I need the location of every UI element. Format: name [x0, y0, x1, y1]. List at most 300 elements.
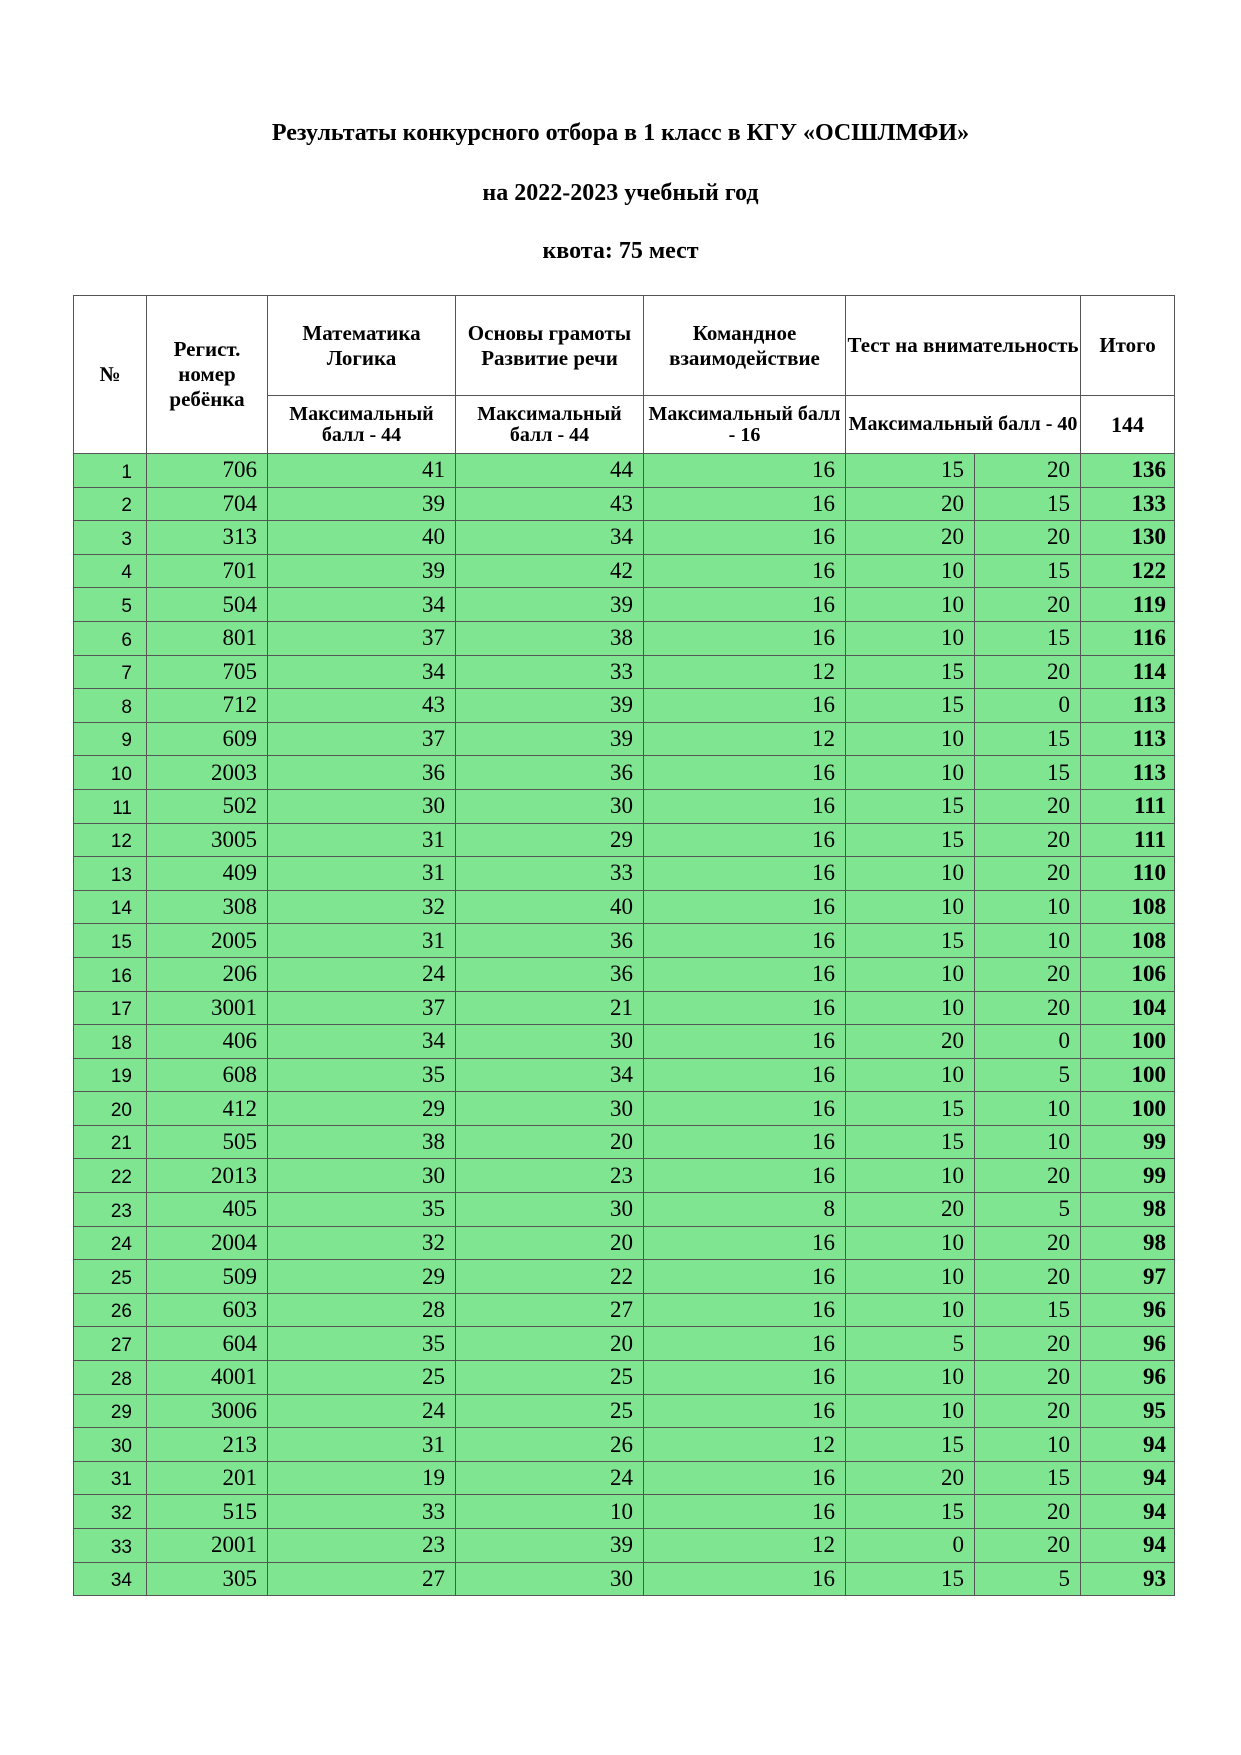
reg-number: 704	[147, 487, 268, 521]
reg-number: 2013	[147, 1159, 268, 1193]
math-score: 35	[268, 1058, 456, 1092]
teamwork-score: 16	[644, 1293, 846, 1327]
attention-score-1: 10	[846, 722, 975, 756]
row-number: 8	[74, 689, 147, 723]
reg-number: 701	[147, 554, 268, 588]
attention-score-1: 15	[846, 924, 975, 958]
reg-number: 2005	[147, 924, 268, 958]
row-number: 21	[74, 1125, 147, 1159]
literacy-score: 36	[456, 756, 644, 790]
attention-score-2: 10	[975, 890, 1081, 924]
table-row	[74, 588, 1175, 622]
attention-score-2: 20	[975, 1327, 1081, 1361]
math-score: 37	[268, 621, 456, 655]
teamwork-score: 16	[644, 1327, 846, 1361]
reg-number: 213	[147, 1428, 268, 1462]
attention-score-2: 20	[975, 1394, 1081, 1428]
total-score: 100	[1081, 1025, 1175, 1059]
table-row	[74, 1226, 1175, 1260]
row-number: 24	[74, 1226, 147, 1260]
table-row	[74, 1529, 1175, 1563]
literacy-score: 36	[456, 957, 644, 991]
math-score: 34	[268, 655, 456, 689]
total-score: 100	[1081, 1092, 1175, 1126]
reg-number: 609	[147, 722, 268, 756]
literacy-score: 30	[456, 1562, 644, 1596]
teamwork-score: 12	[644, 1529, 846, 1563]
table-row	[74, 521, 1175, 555]
row-number: 29	[74, 1394, 147, 1428]
total-score: 111	[1081, 823, 1175, 857]
teamwork-score: 16	[644, 1058, 846, 1092]
table-row	[74, 890, 1175, 924]
teamwork-score: 16	[644, 823, 846, 857]
table-row	[74, 487, 1175, 521]
math-score: 31	[268, 857, 456, 891]
attention-score-2: 20	[975, 991, 1081, 1025]
table-row	[74, 1461, 1175, 1495]
table-row	[74, 1092, 1175, 1126]
reg-number: 308	[147, 890, 268, 924]
math-score: 19	[268, 1461, 456, 1495]
attention-score-2: 20	[975, 1226, 1081, 1260]
attention-score-1: 20	[846, 1193, 975, 1227]
math-score: 38	[268, 1125, 456, 1159]
reg-number: 4001	[147, 1361, 268, 1395]
reg-number: 515	[147, 1495, 268, 1529]
teamwork-score: 16	[644, 957, 846, 991]
total-score: 104	[1081, 991, 1175, 1025]
teamwork-score: 16	[644, 756, 846, 790]
total-score: 93	[1081, 1562, 1175, 1596]
table-row	[74, 655, 1175, 689]
literacy-score: 20	[456, 1327, 644, 1361]
literacy-score: 40	[456, 890, 644, 924]
attention-score-2: 15	[975, 621, 1081, 655]
attention-score-2: 20	[975, 1159, 1081, 1193]
attention-score-2: 10	[975, 1092, 1081, 1126]
reg-number: 3001	[147, 991, 268, 1025]
teamwork-score: 16	[644, 1495, 846, 1529]
total-score: 94	[1081, 1529, 1175, 1563]
math-score: 39	[268, 554, 456, 588]
row-number: 13	[74, 857, 147, 891]
math-score: 27	[268, 1562, 456, 1596]
row-number: 25	[74, 1260, 147, 1294]
teamwork-score: 16	[644, 521, 846, 555]
teamwork-score: 16	[644, 924, 846, 958]
reg-number: 405	[147, 1193, 268, 1227]
literacy-score: 22	[456, 1260, 644, 1294]
row-number: 18	[74, 1025, 147, 1059]
teamwork-score: 16	[644, 1159, 846, 1193]
math-score: 30	[268, 1159, 456, 1193]
reg-number: 705	[147, 655, 268, 689]
literacy-score: 10	[456, 1495, 644, 1529]
table-row	[74, 454, 1175, 488]
attention-score-1: 10	[846, 890, 975, 924]
literacy-score: 42	[456, 554, 644, 588]
teamwork-score: 16	[644, 1025, 846, 1059]
header-attention: Тест на внимательность	[846, 296, 1081, 396]
attention-score-1: 10	[846, 621, 975, 655]
quota-label: квота: 75 мест	[542, 238, 699, 264]
attention-score-1: 0	[846, 1529, 975, 1563]
attention-score-1: 15	[846, 689, 975, 723]
reg-number: 412	[147, 1092, 268, 1126]
attention-score-2: 10	[975, 1428, 1081, 1462]
table-row	[74, 1025, 1175, 1059]
table-row	[74, 1327, 1175, 1361]
math-score: 30	[268, 789, 456, 823]
max-literacy: Максимальный балл - 44	[456, 396, 644, 454]
row-number: 17	[74, 991, 147, 1025]
header-literacy: Основы грамоты Развитие речи	[456, 296, 644, 396]
math-score: 31	[268, 1428, 456, 1462]
attention-score-1: 15	[846, 1125, 975, 1159]
attention-score-1: 10	[846, 1361, 975, 1395]
literacy-score: 39	[456, 588, 644, 622]
math-score: 29	[268, 1260, 456, 1294]
literacy-score: 30	[456, 789, 644, 823]
math-score: 32	[268, 1226, 456, 1260]
teamwork-score: 16	[644, 1260, 846, 1294]
header-reg-number: Регист. номер ребёнка	[147, 296, 268, 454]
table-row	[74, 1159, 1175, 1193]
total-score: 98	[1081, 1226, 1175, 1260]
table-row	[74, 957, 1175, 991]
attention-score-1: 10	[846, 1260, 975, 1294]
literacy-score: 25	[456, 1394, 644, 1428]
table-row	[74, 991, 1175, 1025]
total-score: 96	[1081, 1327, 1175, 1361]
literacy-score: 26	[456, 1428, 644, 1462]
total-score: 122	[1081, 554, 1175, 588]
table-row	[74, 1361, 1175, 1395]
max-total: 144	[1081, 396, 1175, 454]
teamwork-score: 16	[644, 454, 846, 488]
literacy-score: 30	[456, 1092, 644, 1126]
attention-score-2: 15	[975, 722, 1081, 756]
table-row	[74, 1193, 1175, 1227]
attention-score-1: 10	[846, 991, 975, 1025]
attention-score-1: 5	[846, 1327, 975, 1361]
teamwork-score: 16	[644, 890, 846, 924]
teamwork-score: 12	[644, 722, 846, 756]
row-number: 32	[74, 1495, 147, 1529]
row-number: 33	[74, 1529, 147, 1563]
attention-score-2: 15	[975, 756, 1081, 790]
literacy-score: 34	[456, 521, 644, 555]
math-score: 43	[268, 689, 456, 723]
reg-number: 505	[147, 1125, 268, 1159]
row-number: 11	[74, 789, 147, 823]
reg-number: 712	[147, 689, 268, 723]
total-score: 110	[1081, 857, 1175, 891]
total-score: 106	[1081, 957, 1175, 991]
max-math: Максимальный балл - 44	[268, 396, 456, 454]
table-row	[74, 1428, 1175, 1462]
reg-number: 502	[147, 789, 268, 823]
attention-score-2: 20	[975, 1495, 1081, 1529]
math-score: 37	[268, 722, 456, 756]
header-total: Итого	[1081, 296, 1175, 396]
attention-score-1: 10	[846, 554, 975, 588]
attention-score-2: 0	[975, 1025, 1081, 1059]
math-score: 41	[268, 454, 456, 488]
literacy-score: 33	[456, 655, 644, 689]
literacy-score: 38	[456, 621, 644, 655]
total-score: 108	[1081, 890, 1175, 924]
reg-number: 706	[147, 454, 268, 488]
reg-number: 608	[147, 1058, 268, 1092]
row-number: 1	[74, 454, 147, 488]
attention-score-2: 20	[975, 857, 1081, 891]
table-row	[74, 924, 1175, 958]
max-teamwork: Максимальный балл - 16	[644, 396, 846, 454]
teamwork-score: 16	[644, 789, 846, 823]
literacy-score: 30	[456, 1025, 644, 1059]
document-title: Результаты конкурсного отбора в 1 класс в КГУ «ОСШЛМФИ»	[271, 120, 970, 146]
table-row	[74, 823, 1175, 857]
math-score: 33	[268, 1495, 456, 1529]
literacy-score: 39	[456, 689, 644, 723]
teamwork-score: 16	[644, 554, 846, 588]
total-score: 114	[1081, 655, 1175, 689]
teamwork-score: 16	[644, 487, 846, 521]
results-body	[74, 454, 1175, 1596]
row-number: 14	[74, 890, 147, 924]
reg-number: 2001	[147, 1529, 268, 1563]
row-number: 31	[74, 1461, 147, 1495]
attention-score-1: 20	[846, 1025, 975, 1059]
literacy-score: 39	[456, 1529, 644, 1563]
math-score: 31	[268, 924, 456, 958]
attention-score-1: 15	[846, 823, 975, 857]
row-number: 6	[74, 621, 147, 655]
total-score: 94	[1081, 1428, 1175, 1462]
row-number: 15	[74, 924, 147, 958]
attention-score-2: 15	[975, 1293, 1081, 1327]
attention-score-2: 20	[975, 588, 1081, 622]
attention-score-2: 20	[975, 1260, 1081, 1294]
total-score: 99	[1081, 1125, 1175, 1159]
literacy-score: 25	[456, 1361, 644, 1395]
row-number: 9	[74, 722, 147, 756]
math-score: 23	[268, 1529, 456, 1563]
total-score: 133	[1081, 487, 1175, 521]
max-attention: Максимальный балл - 40	[846, 396, 1081, 454]
teamwork-score: 16	[644, 689, 846, 723]
total-score: 119	[1081, 588, 1175, 622]
math-score: 35	[268, 1193, 456, 1227]
row-number: 23	[74, 1193, 147, 1227]
attention-score-1: 20	[846, 521, 975, 555]
reg-number: 504	[147, 588, 268, 622]
header-math: Математика Логика	[268, 296, 456, 396]
reg-number: 305	[147, 1562, 268, 1596]
literacy-score: 34	[456, 1058, 644, 1092]
total-score: 136	[1081, 454, 1175, 488]
teamwork-score: 12	[644, 655, 846, 689]
attention-score-1: 10	[846, 957, 975, 991]
attention-score-1: 15	[846, 1428, 975, 1462]
literacy-score: 27	[456, 1293, 644, 1327]
reg-number: 509	[147, 1260, 268, 1294]
total-score: 96	[1081, 1293, 1175, 1327]
table-row	[74, 1058, 1175, 1092]
row-number: 22	[74, 1159, 147, 1193]
attention-score-2: 20	[975, 957, 1081, 991]
math-score: 40	[268, 521, 456, 555]
math-score: 24	[268, 1394, 456, 1428]
attention-score-1: 15	[846, 1495, 975, 1529]
table-row	[74, 1260, 1175, 1294]
table-row	[74, 1562, 1175, 1596]
row-number: 26	[74, 1293, 147, 1327]
table-row	[74, 789, 1175, 823]
teamwork-score: 16	[644, 1092, 846, 1126]
attention-score-2: 15	[975, 554, 1081, 588]
attention-score-1: 10	[846, 1058, 975, 1092]
document-subtitle: на 2022-2023 учебный год	[482, 180, 759, 206]
teamwork-score: 16	[644, 588, 846, 622]
table-row	[74, 689, 1175, 723]
math-score: 37	[268, 991, 456, 1025]
total-score: 99	[1081, 1159, 1175, 1193]
table-row	[74, 857, 1175, 891]
attention-score-1: 20	[846, 487, 975, 521]
attention-score-1: 10	[846, 1293, 975, 1327]
row-number: 7	[74, 655, 147, 689]
table-row	[74, 756, 1175, 790]
total-score: 94	[1081, 1461, 1175, 1495]
table-row	[74, 1394, 1175, 1428]
math-score: 32	[268, 890, 456, 924]
attention-score-1: 10	[846, 1394, 975, 1428]
total-score: 100	[1081, 1058, 1175, 1092]
reg-number: 3005	[147, 823, 268, 857]
attention-score-1: 15	[846, 454, 975, 488]
total-score: 96	[1081, 1361, 1175, 1395]
row-number: 16	[74, 957, 147, 991]
teamwork-score: 16	[644, 1361, 846, 1395]
attention-score-2: 20	[975, 1529, 1081, 1563]
attention-score-1: 10	[846, 756, 975, 790]
attention-score-1: 20	[846, 1461, 975, 1495]
attention-score-2: 20	[975, 521, 1081, 555]
table-row	[74, 1125, 1175, 1159]
reg-number: 313	[147, 521, 268, 555]
row-number: 20	[74, 1092, 147, 1126]
literacy-score: 30	[456, 1193, 644, 1227]
attention-score-1: 10	[846, 857, 975, 891]
teamwork-score: 12	[644, 1428, 846, 1462]
attention-score-2: 5	[975, 1193, 1081, 1227]
literacy-score: 21	[456, 991, 644, 1025]
math-score: 34	[268, 588, 456, 622]
attention-score-2: 5	[975, 1058, 1081, 1092]
attention-score-1: 15	[846, 1562, 975, 1596]
math-score: 35	[268, 1327, 456, 1361]
total-score: 111	[1081, 789, 1175, 823]
attention-score-1: 10	[846, 1226, 975, 1260]
total-score: 94	[1081, 1495, 1175, 1529]
table-row	[74, 1495, 1175, 1529]
literacy-score: 39	[456, 722, 644, 756]
reg-number: 206	[147, 957, 268, 991]
attention-score-2: 20	[975, 823, 1081, 857]
reg-number: 2003	[147, 756, 268, 790]
reg-number: 409	[147, 857, 268, 891]
attention-score-2: 10	[975, 924, 1081, 958]
reg-number: 2004	[147, 1226, 268, 1260]
math-score: 28	[268, 1293, 456, 1327]
total-score: 97	[1081, 1260, 1175, 1294]
literacy-score: 44	[456, 454, 644, 488]
attention-score-2: 15	[975, 1461, 1081, 1495]
attention-score-2: 5	[975, 1562, 1081, 1596]
reg-number: 603	[147, 1293, 268, 1327]
row-number: 10	[74, 756, 147, 790]
reg-number: 3006	[147, 1394, 268, 1428]
total-score: 98	[1081, 1193, 1175, 1227]
table-row	[74, 1293, 1175, 1327]
total-score: 108	[1081, 924, 1175, 958]
row-number: 30	[74, 1428, 147, 1462]
attention-score-2: 15	[975, 487, 1081, 521]
row-number: 27	[74, 1327, 147, 1361]
total-score: 130	[1081, 521, 1175, 555]
teamwork-score: 16	[644, 1226, 846, 1260]
teamwork-score: 16	[644, 1394, 846, 1428]
total-score: 113	[1081, 722, 1175, 756]
attention-score-1: 15	[846, 789, 975, 823]
math-score: 24	[268, 957, 456, 991]
literacy-score: 24	[456, 1461, 644, 1495]
teamwork-score: 16	[644, 1125, 846, 1159]
row-number: 2	[74, 487, 147, 521]
attention-score-1: 10	[846, 588, 975, 622]
row-number: 3	[74, 521, 147, 555]
attention-score-2: 0	[975, 689, 1081, 723]
row-number: 12	[74, 823, 147, 857]
literacy-score: 29	[456, 823, 644, 857]
row-number: 5	[74, 588, 147, 622]
teamwork-score: 16	[644, 1461, 846, 1495]
reg-number: 406	[147, 1025, 268, 1059]
attention-score-2: 10	[975, 1125, 1081, 1159]
table-row	[74, 554, 1175, 588]
total-score: 95	[1081, 1394, 1175, 1428]
header-teamwork: Командное взаимодействие	[644, 296, 846, 396]
reg-number: 201	[147, 1461, 268, 1495]
literacy-score: 20	[456, 1226, 644, 1260]
math-score: 39	[268, 487, 456, 521]
total-score: 116	[1081, 621, 1175, 655]
results-table	[73, 295, 1175, 1596]
teamwork-score: 16	[644, 621, 846, 655]
teamwork-score: 16	[644, 857, 846, 891]
table-row	[74, 722, 1175, 756]
literacy-score: 20	[456, 1125, 644, 1159]
row-number: 28	[74, 1361, 147, 1395]
math-score: 34	[268, 1025, 456, 1059]
attention-score-1: 10	[846, 1159, 975, 1193]
total-score: 113	[1081, 756, 1175, 790]
attention-score-1: 15	[846, 655, 975, 689]
total-score: 113	[1081, 689, 1175, 723]
